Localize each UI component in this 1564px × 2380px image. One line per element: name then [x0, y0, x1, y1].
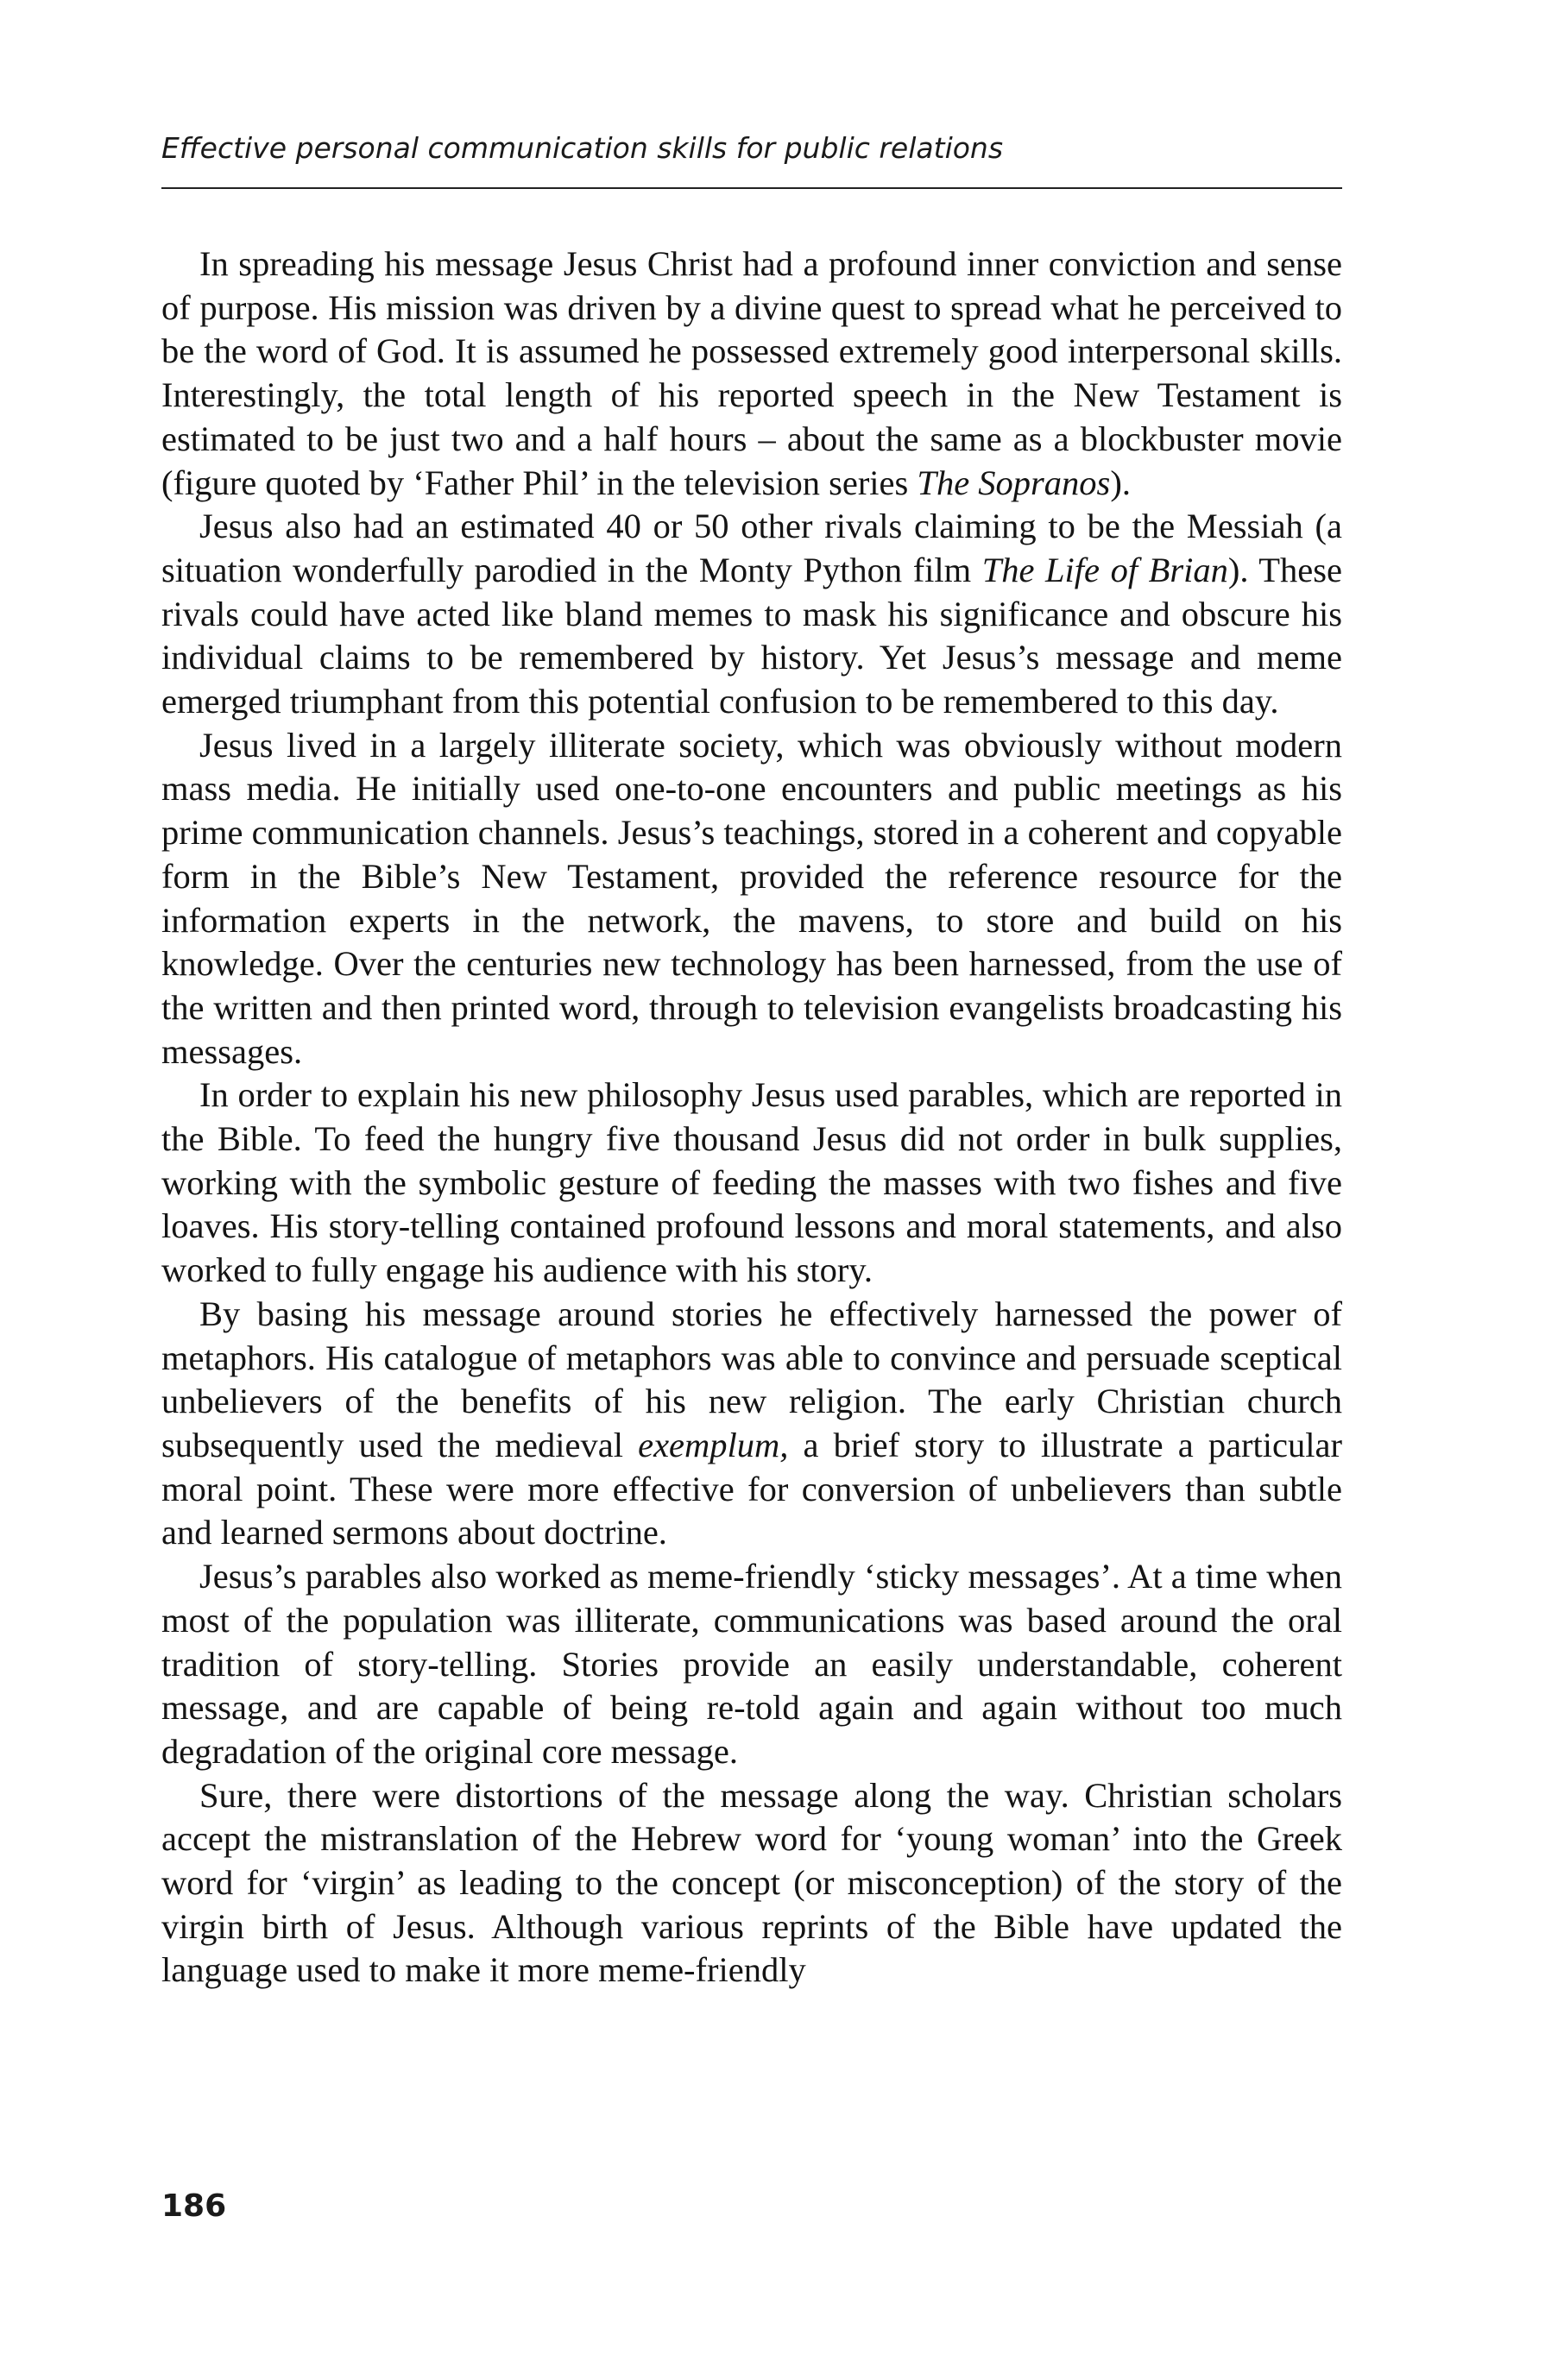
paragraph-text: a brief story to illustrate a particular moral point. These were more effective for conversion of unbelievers than subtle and learned sermons about doctrine. — [161, 1425, 1342, 1552]
paragraph-text: Jesus also had an estimated 40 or 50 other rivals claiming to be the Messiah (a situation wonderfully parodied in the Monty Python film — [161, 507, 1342, 589]
paragraph-text: In order to explain his new philosophy Jesus used parables, which are reported in the Bible. To feed the hungry five thousand Jesus did not order in bulk supplies, working with the symbolic gesture of feeding the masses with two fishes and five loaves. His story-telling contained profound lessons and moral statements, and also worked to fully engage his audience with his story. — [161, 1075, 1342, 1290]
paragraph-1 — [161, 242, 1342, 505]
running-header: Effective personal communication skills for public relations — [161, 131, 1004, 165]
paragraph-3 — [161, 724, 1342, 1074]
body-text — [161, 242, 1342, 1993]
page-number: 186 — [161, 2188, 227, 2224]
header-rule — [161, 187, 1342, 189]
paragraph-text-italic: The Life of Brian — [981, 550, 1228, 589]
paragraph-text: By basing his message around stories he effectively harnessed the power of metaphors. His catalogue of metaphors was able to convince and persuade sceptical unbelievers of the benefits of his new religion. The early Christian church subsequently used the medieval — [161, 1294, 1342, 1464]
paragraph-text: ). — [1110, 463, 1131, 502]
paragraph-6 — [161, 1555, 1342, 1774]
paragraph-7 — [161, 1774, 1342, 1993]
paragraph-5 — [161, 1293, 1342, 1555]
paragraph-text: In spreading his message Jesus Christ had a profound inner conviction and sense of purpose. His mission was driven by a divine quest to spread what he perceived to be the word of God. It is assumed he possessed extremely good interpersonal skills. Interestingly, the total length of his reported speech in the New Testament is estimated to be just two and a half hours – about the same as a blockbuster movie (figure quoted by ‘Father Phil’ in the television series — [161, 244, 1342, 502]
paragraph-4 — [161, 1074, 1342, 1293]
paragraph-2 — [161, 505, 1342, 724]
paragraph-text-italic: The Sopranos — [917, 463, 1111, 502]
paragraph-text: Jesus lived in a largely illiterate society, which was obviously without modern mass media. He initially used one-to-one encounters and public meetings as his prime communication channels. Jesus’s teachings, stored in a coherent and copyable form in the Bible’s New Testament, provided the reference resource for the information experts in the network, the mavens, to store and build on his knowledge. Over the centuries new technology has been harnessed, from the use of the written and then printed word, through to television evangelists broadcasting his messages. — [161, 725, 1342, 1071]
paragraph-text: Jesus’s parables also worked as meme-friendly ‘sticky messages’. At a time when most of the population was illiterate, communications was based around the oral tradition of story-telling. Stories provide an easily understandable, coherent message, and are capable of being re-told again and again without too much degradation of the original core message. — [161, 1557, 1342, 1771]
paragraph-text: ). These rivals could have acted like bland memes to mask his significance and obscure his individual claims to be remembered by history. Yet Jesus’s message and meme emerged triumphant from this potential confusion to be remembered to this day. — [161, 550, 1342, 721]
paragraph-text: Sure, there were distortions of the message along the way. Christian scholars accept the mistranslation of the Hebrew word for ‘young woman’ into the Greek word for ‘virgin’ as leading to the concept (or misconception) of the story of the virgin birth of Jesus. Although various reprints of the Bible have updated the language used to make it more meme-friendly — [161, 1775, 1342, 1990]
paragraph-text-italic: exemplum, — [638, 1425, 789, 1464]
